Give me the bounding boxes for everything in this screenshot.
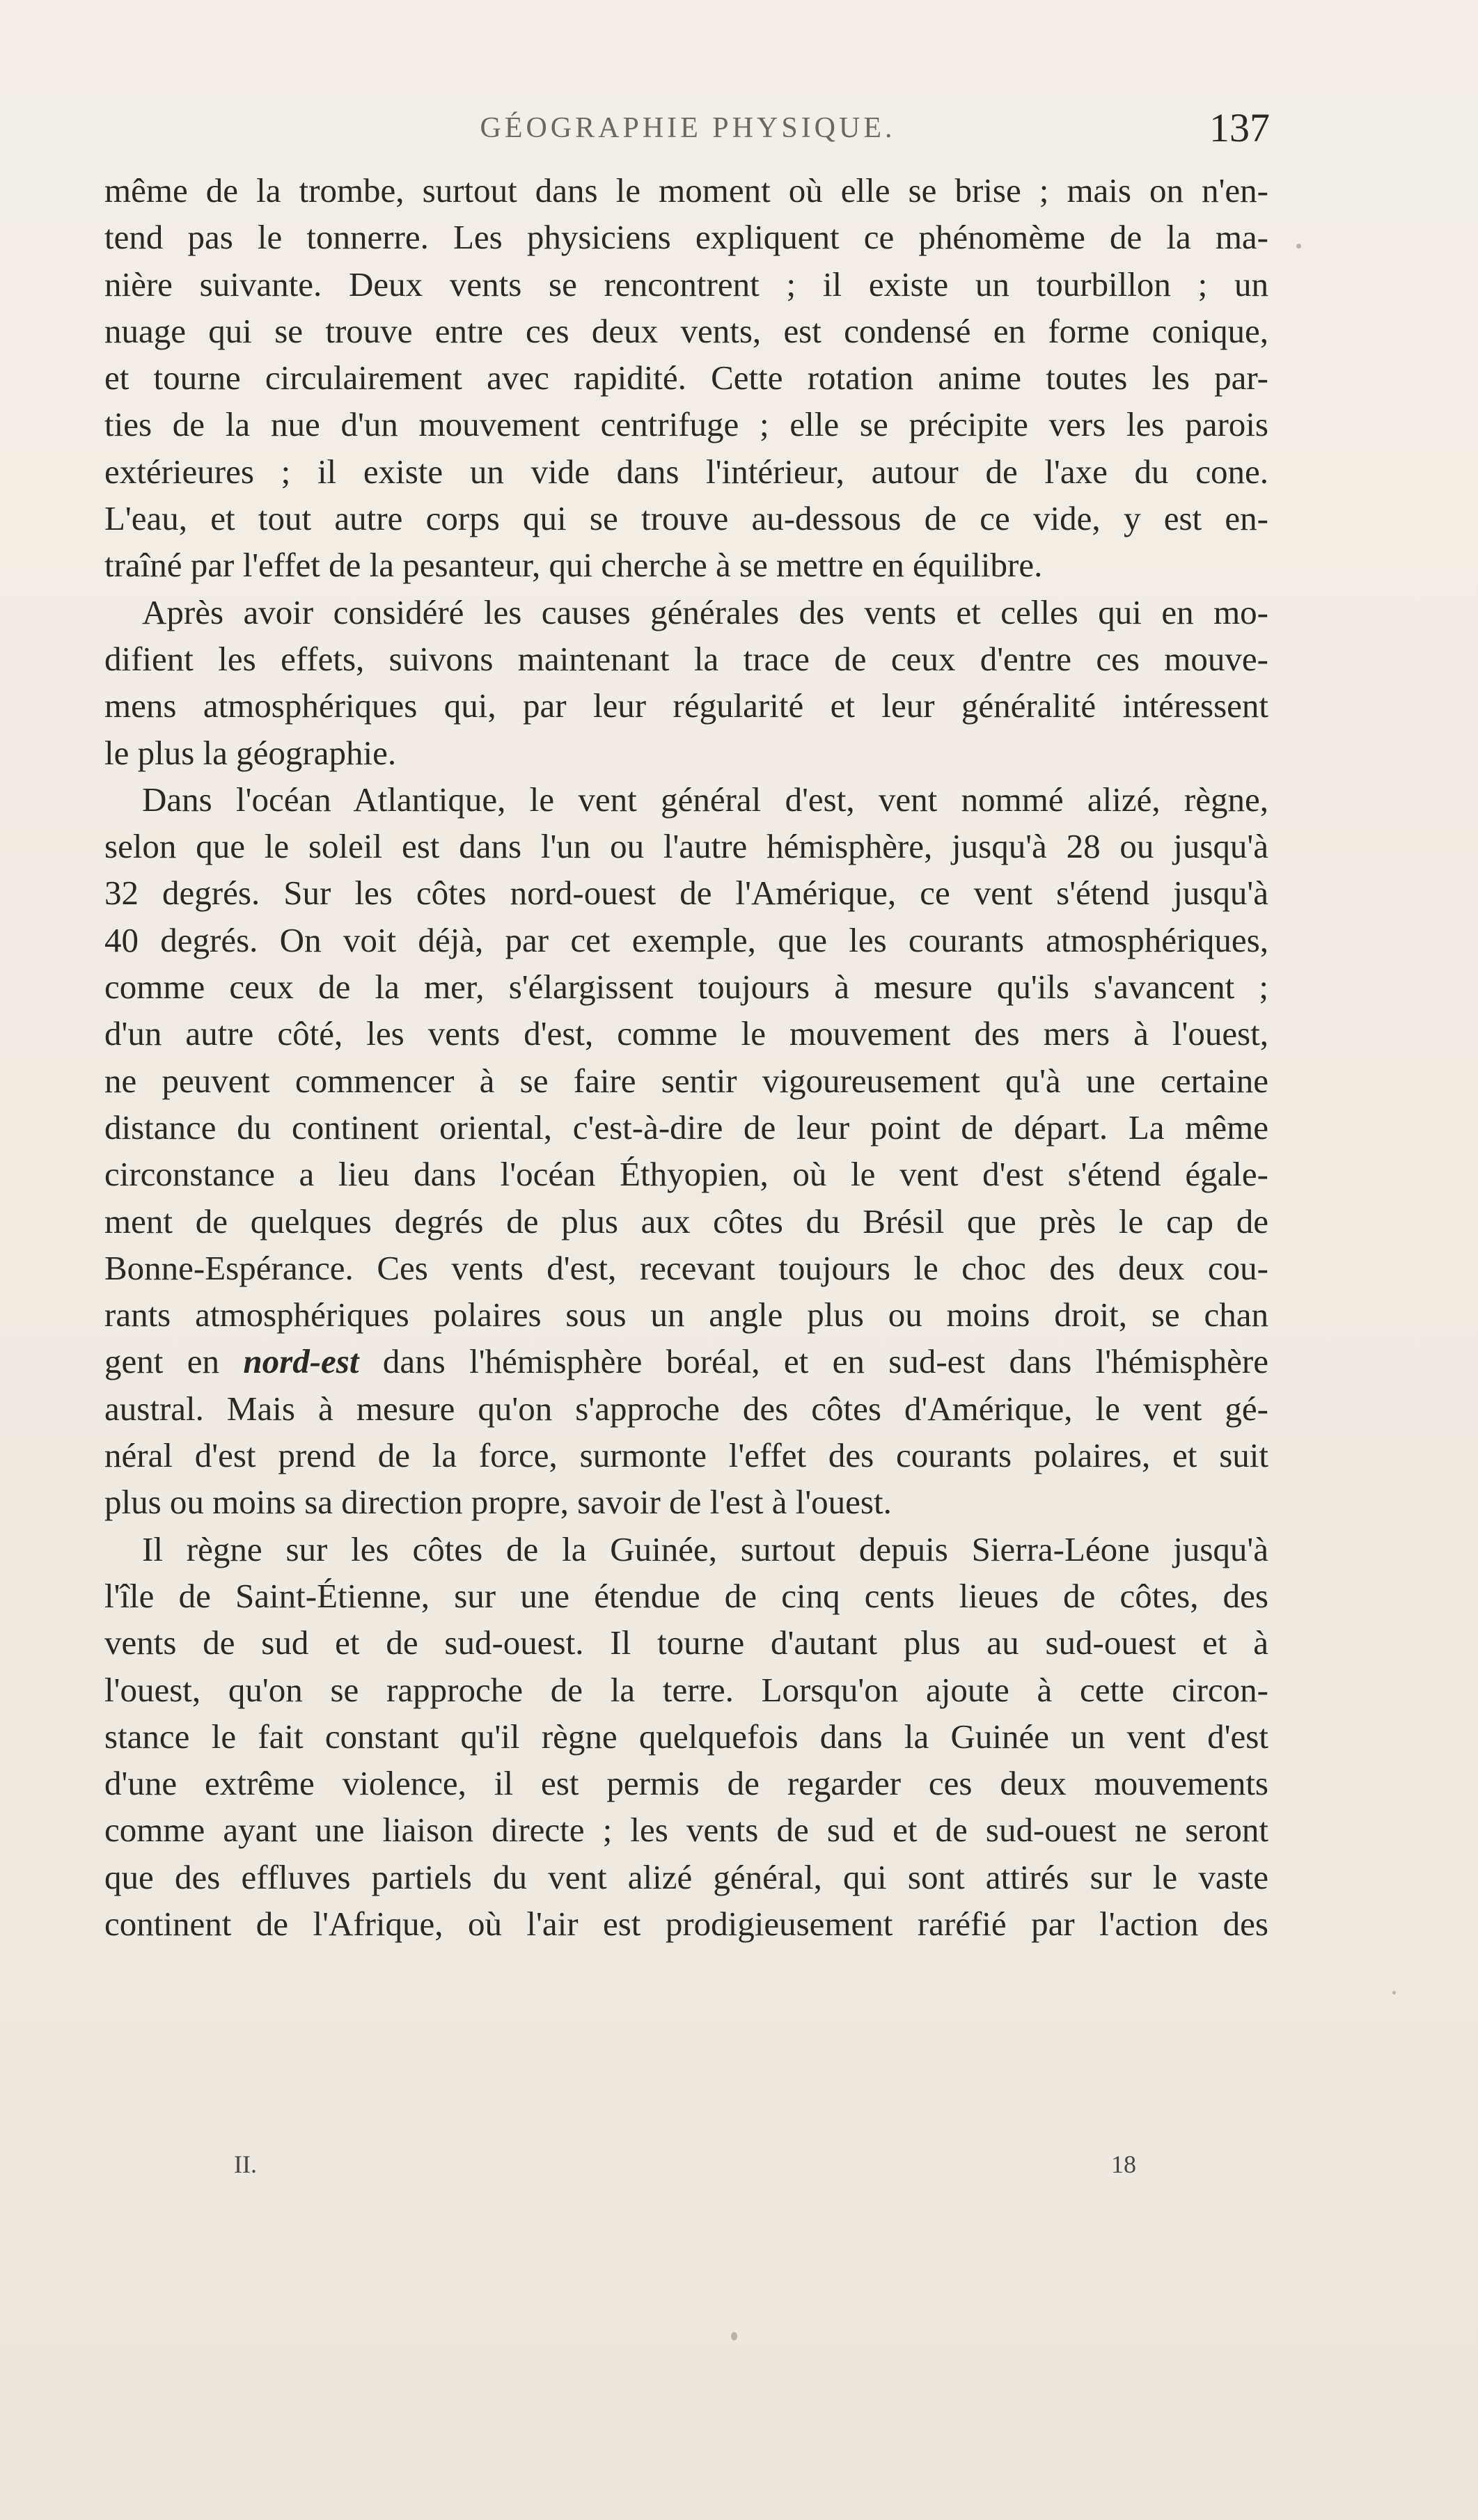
text-line: extérieures ; il existe un vide dans l'intérieur, autour de l'axe du cone. [104, 452, 1268, 491]
paragraph-4 [104, 1526, 1268, 1948]
text-line: ne peuvent commencer à se faire sentir vigoureusement qu'à une certaine [104, 1061, 1268, 1100]
text-line: nière suivante. Deux vents se rencontrent ; il existe un tourbillon ; un [104, 265, 1268, 304]
text-line: L'eau, et tout autre corps qui se trouve au-dessous de ce vide, y est en- [104, 499, 1268, 538]
text-line: selon que le soleil est dans l'un ou l'autre hémisphère, jusqu'à 28 ou jusqu'à [104, 827, 1268, 866]
text-line: l'ouest, qu'on se rapproche de la terre. Lorsqu'on ajoute à cette circon- [104, 1670, 1268, 1709]
text-line: mens atmosphériques qui, par leur régularité et leur généralité intéressent [104, 686, 1268, 725]
text-line: plus ou moins sa direction propre, savoir de l'est à l'ouest. [104, 1483, 892, 1522]
running-head [103, 104, 1273, 153]
paper-speck [1392, 1991, 1396, 1994]
text-line-with-emphasis [104, 1338, 1268, 1385]
text-line: d'une extrême violence, il est permis de regarder ces deux mouvements [104, 1764, 1268, 1803]
text-line: le plus la géographie. [104, 733, 397, 772]
paper-speck [1296, 244, 1301, 249]
text-line: 32 degrés. Sur les côtes nord-ouest de l'Amérique, ce vent s'étend jusqu'à [104, 874, 1268, 913]
text-line: que des effluves partiels du vent alizé général, qui sont attirés sur le vaste [104, 1857, 1268, 1896]
text-line: comme ceux de la mer, s'élargissent toujours à mesure qu'ils s'avancent ; [104, 968, 1268, 1007]
text-line: tend pas le tonnerre. Les physiciens expliquent ce phénomème de la ma- [104, 218, 1268, 257]
text-line: nuage qui se trouve entre ces deux vents, est condensé en forme conique, [104, 311, 1268, 350]
text-line: continent de l'Afrique, où l'air est prodigieusement raréfié par l'action des [104, 1904, 1268, 1943]
text-line: Dans l'océan Atlantique, le vent général d'est, vent nommé alizé, règne, [142, 780, 1268, 819]
emphasized-term: nord-est [243, 1342, 359, 1381]
signature-marks [104, 2150, 1268, 2184]
text-line: stance le fait constant qu'il règne quelquefois dans la Guinée un vent d'est [104, 1717, 1268, 1756]
text-line: distance du continent oriental, c'est-à-dire de leur point de départ. La même [104, 1108, 1268, 1147]
text-line: Bonne-Espérance. Ces vents d'est, recevant toujours le choc des deux cou- [104, 1248, 1268, 1287]
text-line: circonstance a lieu dans l'océan Éthyopien, où le vent d'est s'étend égale- [104, 1155, 1268, 1194]
text-line: Il règne sur les côtes de la Guinée, surtout depuis Sierra-Léone jusqu'à [142, 1529, 1268, 1568]
text-line: néral d'est prend de la force, surmonte l'effet des courants polaires, et suit [104, 1436, 1268, 1475]
text-line: ties de la nue d'un mouvement centrifuge ; elle se précipite vers les parois [104, 405, 1268, 444]
text-line: même de la trombe, surtout dans le moment où elle se brise ; mais on n'en- [104, 171, 1268, 210]
text-line: et tourne circulairement avec rapidité. Cette rotation anime toutes les par- [104, 359, 1268, 397]
line-suffix: dans l'hémisphère boréal, et en sud-est dans l'hémisphère [359, 1342, 1268, 1381]
paragraph-3 [104, 776, 1268, 1526]
paper-speck [731, 2332, 737, 2340]
text-line: comme ayant une liaison directe ; les vents de sud et de sud-ouest ne seront [104, 1811, 1268, 1850]
page-number: 137 [1209, 105, 1270, 150]
text-line: 40 degrés. On voit déjà, par cet exemple, que les courants atmosphériques, [104, 920, 1268, 959]
line-prefix: gent en [104, 1342, 244, 1381]
text-line: austral. Mais à mesure qu'on s'approche des côtes d'Amérique, le vent gé- [104, 1389, 1268, 1428]
text-line: l'île de Saint-Étienne, sur une étendue de cinq cents lieues de côtes, des [104, 1576, 1268, 1615]
volume-signature: II. [234, 2150, 257, 2178]
body-text [104, 167, 1268, 1947]
text-line: difient les effets, suivons maintenant la trace de ceux d'entre ces mouve- [104, 639, 1268, 678]
paragraph-1 [104, 167, 1268, 589]
paragraph-2 [104, 589, 1268, 776]
text-line: vents de sud et de sud-ouest. Il tourne d'autant plus au sud-ouest et à [104, 1623, 1268, 1662]
text-line: traîné par l'effet de la pesanteur, qui cherche à se mettre en équilibre. [104, 546, 1043, 585]
sheet-signature: 18 [1111, 2150, 1136, 2178]
text-line: d'un autre côté, les vents d'est, comme le mouvement des mers à l'ouest, [104, 1014, 1268, 1053]
text-line: rants atmosphériques polaires sous un angle plus ou moins droit, se chan [104, 1296, 1268, 1334]
text-line: ment de quelques degrés de plus aux côtes du Brésil que près le cap de [104, 1202, 1268, 1241]
running-title: GÉOGRAPHIE PHYSIQUE. [480, 112, 896, 144]
text-line: Après avoir considéré les causes générales des vents et celles qui en mo- [142, 592, 1268, 631]
